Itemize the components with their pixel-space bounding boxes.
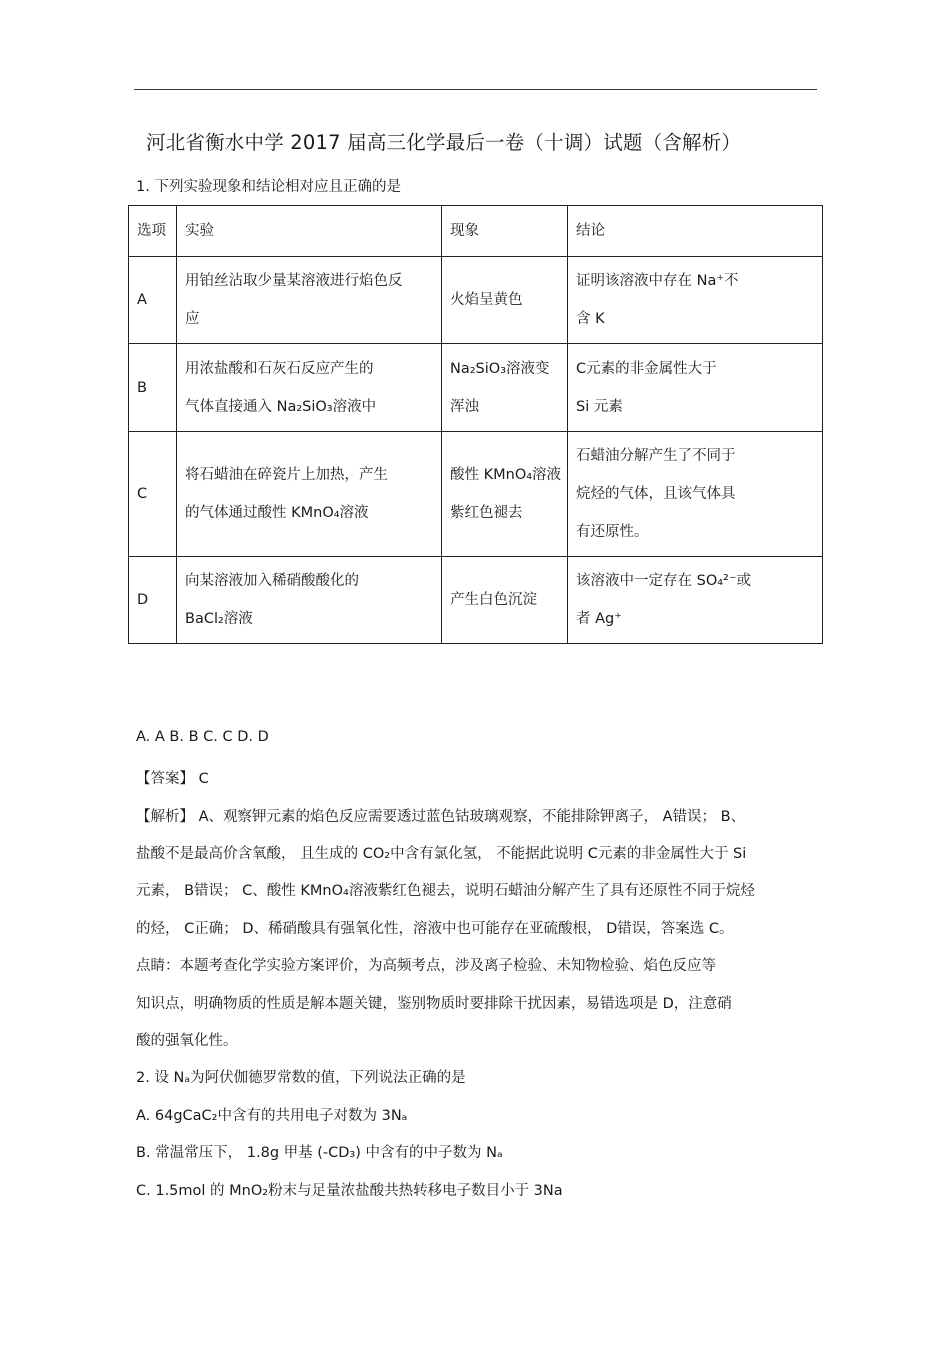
cell-line: 烷烃的气体，且该气体具 — [576, 486, 736, 502]
cell-line: 产生白色沉淀 — [450, 592, 537, 608]
conclusion-cell — [568, 344, 823, 432]
cell-line: 紫红色褪去 — [450, 505, 523, 521]
phenomenon-cell — [442, 257, 568, 344]
header-rule — [134, 89, 817, 90]
table-row — [129, 257, 823, 344]
table-row — [129, 557, 823, 644]
analysis-line: 元素， B错误； C、酸性 KMnO₄溶液紫红色褪去，说明石蜡油分解产生了具有还原性不同于烷烃 — [136, 883, 755, 899]
cell-line: BaCl₂溶液 — [185, 611, 253, 627]
experiment-table — [128, 205, 823, 644]
cell-line: 火焰呈黄色 — [450, 292, 523, 308]
table-header-row — [129, 206, 823, 257]
question-1-stem: 1. 下列实验现象和结论相对应且正确的是 — [136, 179, 401, 195]
phenomenon-cell — [442, 344, 568, 432]
cell-line: Si 元素 — [576, 398, 623, 415]
cell-line: 该溶液中一定存在 SO₄²⁻或 — [576, 573, 752, 589]
header-cell: 实验 — [177, 206, 442, 257]
table-row — [129, 344, 823, 432]
analysis-line: 酸的强氧化性。 — [136, 1033, 238, 1049]
table-row — [129, 432, 823, 557]
phenomenon-cell — [442, 557, 568, 644]
cell-line: 气体直接通入 Na₂SiO₃溶液中 — [185, 398, 377, 415]
cell-line: C元素的非金属性大于 — [576, 360, 717, 377]
header-cell: 结论 — [568, 206, 823, 257]
experiment-cell — [177, 344, 442, 432]
question-1-choices: A. A B. B C. C D. D — [136, 729, 269, 745]
conclusion-cell — [568, 432, 823, 557]
question-2-option: A. 64gCaC₂中含有的共用电子对数为 3Nₐ — [136, 1108, 408, 1124]
page-title: 河北省衡水中学 2017 届高三化学最后一卷（十调）试题（含解析） — [146, 131, 742, 154]
cell-line: 将石蜡油在碎瓷片上加热，产生 — [185, 467, 388, 483]
experiment-cell — [177, 557, 442, 644]
phenomenon-cell — [442, 432, 568, 557]
cell-line: 有还原性。 — [576, 524, 649, 540]
cell-line: 酸性 KMnO₄溶液 — [450, 467, 562, 483]
analysis-line: 知识点，明确物质的性质是解本题关键，鉴别物质时要排除干扰因素，易错选项是 D，注意硝 — [136, 996, 732, 1012]
experiment-cell — [177, 257, 442, 344]
question-2-stem: 2. 设 Nₐ为阿伏伽德罗常数的值，下列说法正确的是 — [136, 1070, 466, 1086]
analysis-line: 点睛：本题考查化学实验方案评价，为高频考点，涉及离子检验、未知物检验、焰色反应等 — [136, 958, 716, 974]
cell-line: 证明该溶液中存在 Na⁺不 — [576, 273, 739, 289]
cell-line: 浑浊 — [450, 398, 479, 415]
analysis-line: 的烃， C正确； D、稀硝酸具有强氧化性，溶液中也可能存在亚硫酸根， D错误，答案选 C。 — [136, 921, 734, 937]
experiment-cell — [177, 432, 442, 557]
cell-line: 用浓盐酸和石灰石反应产生的 — [185, 360, 374, 377]
header-cell: 选项 — [129, 206, 177, 257]
cell-line: 向某溶液加入稀硝酸酸化的 — [185, 573, 359, 589]
answer-line: 【答案】 C — [136, 771, 209, 787]
question-2-option: C. 1.5mol 的 MnO₂粉末与足量浓盐酸共热转移电子数目小于 3Na — [136, 1183, 563, 1199]
cell-line: 含 K — [576, 311, 605, 327]
cell-line: Na₂SiO₃溶液变 — [450, 360, 550, 377]
option-cell: D — [129, 557, 177, 644]
cell-line: 应 — [185, 311, 200, 327]
cell-line: 石蜡油分解产生了不同于 — [576, 448, 736, 464]
header-cell: 现象 — [442, 206, 568, 257]
conclusion-cell — [568, 557, 823, 644]
cell-line: 用铂丝沾取少量某溶液进行焰色反 — [185, 273, 403, 289]
cell-line: 者 Ag⁺ — [576, 611, 622, 627]
cell-line: 的气体通过酸性 KMnO₄溶液 — [185, 505, 369, 521]
analysis-line: 【解析】 A、观察钾元素的焰色反应需要透过蓝色钴玻璃观察，不能排除钾离子， A错误； B、 — [136, 809, 746, 825]
option-cell: C — [129, 432, 177, 557]
conclusion-cell — [568, 257, 823, 344]
option-cell: B — [129, 344, 177, 432]
option-cell: A — [129, 257, 177, 344]
question-2-option: B. 常温常压下， 1.8g 甲基 (-CD₃) 中含有的中子数为 Nₐ — [136, 1145, 503, 1161]
analysis-line: 盐酸不是最高价含氧酸， 且生成的 CO₂中含有氯化氢， 不能据此说明 C元素的非金属性大于 Si — [136, 846, 747, 862]
